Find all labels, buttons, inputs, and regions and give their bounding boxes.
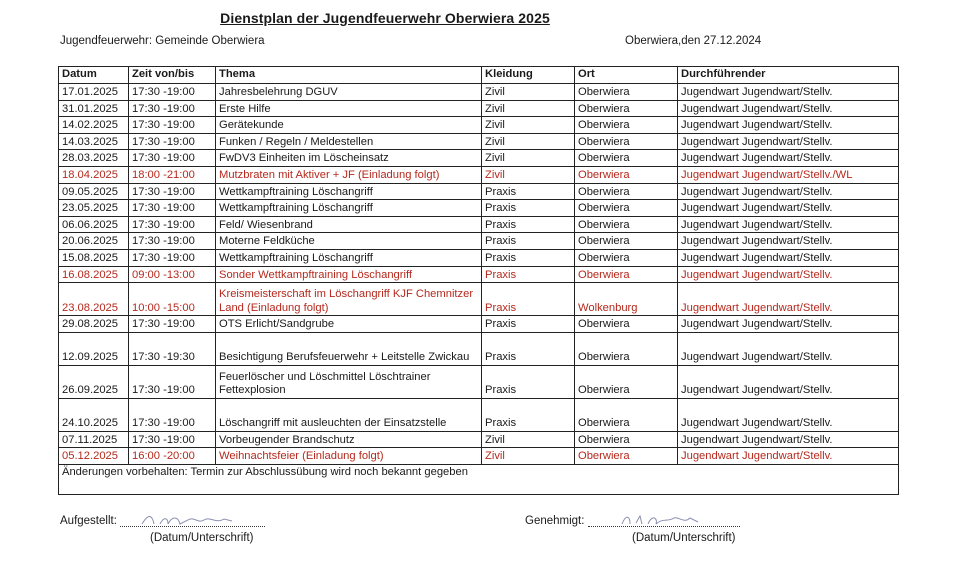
cell-thema: Besichtigung Berufsfeuerwehr + Leitstelle Zwickau bbox=[216, 332, 482, 365]
table-row bbox=[59, 84, 899, 101]
cell-kleidung: Praxis bbox=[482, 266, 575, 283]
cell-ort: Oberwiera bbox=[575, 266, 678, 283]
cell-kleidung: Zivil bbox=[482, 448, 575, 465]
cell-durchfuehrender: Jugendwart Jugendwart/Stellv. bbox=[678, 431, 899, 448]
cell-kleidung: Zivil bbox=[482, 117, 575, 134]
cell-datum: 31.01.2025 bbox=[59, 100, 129, 117]
cell-thema: Jahresbelehrung DGUV bbox=[216, 84, 482, 101]
cell-durchfuehrender: Jugendwart Jugendwart/Stellv. bbox=[678, 84, 899, 101]
cell-durchfuehrender: Jugendwart Jugendwart/Stellv. bbox=[678, 133, 899, 150]
table-row-highlighted bbox=[59, 166, 899, 183]
cell-zeit: 16:00 -20:00 bbox=[129, 448, 216, 465]
cell-kleidung: Praxis bbox=[482, 316, 575, 333]
cell-thema-line-1: Kreismeisterschaft im Löschangriff KJF Chemnitzer bbox=[219, 288, 474, 301]
cell-thema: Wettkampftraining Löschangriff bbox=[216, 249, 482, 266]
cell-kleidung: Praxis bbox=[482, 233, 575, 250]
cell-datum: 23.05.2025 bbox=[59, 200, 129, 217]
cell-zeit: 17:30 -19:00 bbox=[129, 398, 216, 431]
cell-ort: Oberwiera bbox=[575, 216, 678, 233]
cell-zeit: 17:30 -19:00 bbox=[129, 216, 216, 233]
cell-thema: OTS Erlicht/Sandgrube bbox=[216, 316, 482, 333]
cell-kleidung: Praxis bbox=[482, 398, 575, 431]
table-row bbox=[59, 249, 899, 266]
cell-datum: 05.12.2025 bbox=[59, 448, 129, 465]
cell-datum: 18.04.2025 bbox=[59, 166, 129, 183]
cell-ort: Oberwiera bbox=[575, 233, 678, 250]
cell-zeit: 17:30 -19:00 bbox=[129, 84, 216, 101]
table-row-highlighted bbox=[59, 283, 899, 316]
cell-durchfuehrender: Jugendwart Jugendwart/Stellv. bbox=[678, 200, 899, 217]
signature-right-scribble-icon bbox=[618, 512, 718, 528]
cell-datum: 06.06.2025 bbox=[59, 216, 129, 233]
cell-thema: Wettkampftraining Löschangriff bbox=[216, 183, 482, 200]
footer-note: Änderungen vorbehalten: Termin zur Abschlussübung wird noch bekannt gegeben bbox=[59, 464, 899, 494]
table-row-highlighted bbox=[59, 266, 899, 283]
cell-kleidung: Praxis bbox=[482, 249, 575, 266]
table-header-row bbox=[59, 67, 899, 84]
signature-left-scribble-icon bbox=[138, 512, 238, 528]
cell-ort: Wolkenburg bbox=[575, 283, 678, 316]
signature-right-line bbox=[588, 514, 740, 527]
header-ort: Ort bbox=[575, 67, 678, 84]
signature-left-caption: (Datum/Unterschrift) bbox=[150, 532, 254, 544]
cell-datum: 09.05.2025 bbox=[59, 183, 129, 200]
cell-thema: Gerätekunde bbox=[216, 117, 482, 134]
cell-thema: Erste Hilfe bbox=[216, 100, 482, 117]
cell-thema: Moterne Feldküche bbox=[216, 233, 482, 250]
cell-ort: Oberwiera bbox=[575, 100, 678, 117]
place-date: Oberwiera,den 27.12.2024 bbox=[625, 35, 762, 47]
cell-durchfuehrender: Jugendwart Jugendwart/Stellv. bbox=[678, 100, 899, 117]
cell-kleidung: Praxis bbox=[482, 332, 575, 365]
cell-thema: Funken / Regeln / Meldestellen bbox=[216, 133, 482, 150]
cell-ort: Oberwiera bbox=[575, 332, 678, 365]
signature-left bbox=[60, 514, 265, 527]
table-row bbox=[59, 216, 899, 233]
cell-ort: Oberwiera bbox=[575, 316, 678, 333]
cell-kleidung: Zivil bbox=[482, 431, 575, 448]
cell-thema: Mutzbraten mit Aktiver + JF (Einladung folgt) bbox=[216, 166, 482, 183]
document-title: Dienstplan der Jugendfeuerwehr Oberwiera 2025 bbox=[220, 10, 550, 26]
cell-thema bbox=[216, 283, 482, 316]
cell-zeit: 17:30 -19:00 bbox=[129, 200, 216, 217]
cell-datum: 14.02.2025 bbox=[59, 117, 129, 134]
cell-durchfuehrender: Jugendwart Jugendwart/Stellv. bbox=[678, 332, 899, 365]
header-datum: Datum bbox=[59, 67, 129, 84]
cell-zeit: 18:00 -21:00 bbox=[129, 166, 216, 183]
table-row bbox=[59, 398, 899, 431]
cell-ort: Oberwiera bbox=[575, 365, 678, 398]
table-row bbox=[59, 100, 899, 117]
cell-ort: Oberwiera bbox=[575, 398, 678, 431]
cell-datum: 12.09.2025 bbox=[59, 332, 129, 365]
cell-thema-line-1: Feuerlöscher und Löschmittel Löschtrainer bbox=[219, 370, 431, 383]
cell-zeit: 17:30 -19:00 bbox=[129, 133, 216, 150]
cell-thema-line-2: Fettexplosion bbox=[219, 384, 286, 397]
cell-kleidung: Praxis bbox=[482, 183, 575, 200]
cell-durchfuehrender: Jugendwart Jugendwart/Stellv. bbox=[678, 266, 899, 283]
cell-durchfuehrender: Jugendwart Jugendwart/Stellv. bbox=[678, 365, 899, 398]
cell-ort: Oberwiera bbox=[575, 249, 678, 266]
table-row bbox=[59, 133, 899, 150]
cell-thema: Feld/ Wiesenbrand bbox=[216, 216, 482, 233]
cell-kleidung: Zivil bbox=[482, 100, 575, 117]
cell-datum: 24.10.2025 bbox=[59, 398, 129, 431]
cell-zeit: 09:00 -13:00 bbox=[129, 266, 216, 283]
cell-thema: Sonder Wettkampftraining Löschangriff bbox=[216, 266, 482, 283]
cell-zeit: 17:30 -19:30 bbox=[129, 332, 216, 365]
signature-right-label: Genehmigt: bbox=[525, 515, 585, 527]
table-row bbox=[59, 233, 899, 250]
cell-datum: 20.06.2025 bbox=[59, 233, 129, 250]
cell-kleidung: Zivil bbox=[482, 133, 575, 150]
cell-zeit: 17:30 -19:00 bbox=[129, 316, 216, 333]
cell-thema: Weihnachtsfeier (Einladung folgt) bbox=[216, 448, 482, 465]
organization-label: Jugendfeuerwehr: Gemeinde Oberwiera bbox=[60, 35, 265, 47]
cell-datum: 14.03.2025 bbox=[59, 133, 129, 150]
cell-kleidung: Praxis bbox=[482, 216, 575, 233]
cell-zeit: 17:30 -19:00 bbox=[129, 100, 216, 117]
schedule-table bbox=[58, 66, 899, 495]
cell-datum: 28.03.2025 bbox=[59, 150, 129, 167]
table-row bbox=[59, 316, 899, 333]
cell-ort: Oberwiera bbox=[575, 84, 678, 101]
table-row bbox=[59, 431, 899, 448]
table-row bbox=[59, 332, 899, 365]
cell-thema: Vorbeugender Brandschutz bbox=[216, 431, 482, 448]
cell-zeit: 10:00 -15:00 bbox=[129, 283, 216, 316]
cell-durchfuehrender: Jugendwart Jugendwart/Stellv. bbox=[678, 316, 899, 333]
cell-thema: Löschangriff mit ausleuchten der Einsatzstelle bbox=[216, 398, 482, 431]
cell-zeit: 17:30 -19:00 bbox=[129, 249, 216, 266]
table-row bbox=[59, 183, 899, 200]
cell-datum: 17.01.2025 bbox=[59, 84, 129, 101]
cell-ort: Oberwiera bbox=[575, 166, 678, 183]
cell-durchfuehrender: Jugendwart Jugendwart/Stellv. bbox=[678, 233, 899, 250]
signature-left-label: Aufgestellt: bbox=[60, 515, 117, 527]
header-zeit: Zeit von/bis bbox=[129, 67, 216, 84]
cell-kleidung: Zivil bbox=[482, 84, 575, 101]
cell-datum: 26.09.2025 bbox=[59, 365, 129, 398]
cell-thema: Wettkampftraining Löschangriff bbox=[216, 200, 482, 217]
cell-kleidung: Praxis bbox=[482, 283, 575, 316]
table-row bbox=[59, 200, 899, 217]
cell-zeit: 17:30 -19:00 bbox=[129, 150, 216, 167]
cell-kleidung: Praxis bbox=[482, 365, 575, 398]
cell-ort: Oberwiera bbox=[575, 431, 678, 448]
cell-durchfuehrender: Jugendwart Jugendwart/Stellv. bbox=[678, 249, 899, 266]
cell-ort: Oberwiera bbox=[575, 117, 678, 134]
cell-kleidung: Zivil bbox=[482, 150, 575, 167]
signature-left-line bbox=[120, 514, 265, 527]
cell-durchfuehrender: Jugendwart Jugendwart/Stellv. bbox=[678, 150, 899, 167]
cell-kleidung: Praxis bbox=[482, 200, 575, 217]
cell-zeit: 17:30 -19:00 bbox=[129, 365, 216, 398]
table-footer-row bbox=[59, 464, 899, 494]
cell-zeit: 17:30 -19:00 bbox=[129, 183, 216, 200]
cell-zeit: 17:30 -19:00 bbox=[129, 233, 216, 250]
cell-datum: 15.08.2025 bbox=[59, 249, 129, 266]
header-durchfuehrender: Durchführender bbox=[678, 67, 899, 84]
cell-ort: Oberwiera bbox=[575, 183, 678, 200]
table-row bbox=[59, 150, 899, 167]
cell-zeit: 17:30 -19:00 bbox=[129, 117, 216, 134]
header-thema: Thema bbox=[216, 67, 482, 84]
cell-durchfuehrender: Jugendwart Jugendwart/Stellv. bbox=[678, 183, 899, 200]
cell-datum: 23.08.2025 bbox=[59, 283, 129, 316]
cell-thema-line-2: Land (Einladung folgt) bbox=[219, 301, 329, 314]
cell-durchfuehrender: Jugendwart Jugendwart/Stellv./WL bbox=[678, 166, 899, 183]
cell-durchfuehrender: Jugendwart Jugendwart/Stellv. bbox=[678, 448, 899, 465]
cell-datum: 16.08.2025 bbox=[59, 266, 129, 283]
table-row bbox=[59, 365, 899, 398]
cell-durchfuehrender: Jugendwart Jugendwart/Stellv. bbox=[678, 398, 899, 431]
signature-right-caption: (Datum/Unterschrift) bbox=[632, 532, 736, 544]
cell-datum: 07.11.2025 bbox=[59, 431, 129, 448]
table-row-highlighted bbox=[59, 448, 899, 465]
cell-ort: Oberwiera bbox=[575, 200, 678, 217]
cell-datum: 29.08.2025 bbox=[59, 316, 129, 333]
cell-durchfuehrender: Jugendwart Jugendwart/Stellv. bbox=[678, 117, 899, 134]
cell-ort: Oberwiera bbox=[575, 448, 678, 465]
cell-durchfuehrender: Jugendwart Jugendwart/Stellv. bbox=[678, 216, 899, 233]
cell-ort: Oberwiera bbox=[575, 150, 678, 167]
cell-thema bbox=[216, 365, 482, 398]
header-kleidung: Kleidung bbox=[482, 67, 575, 84]
cell-ort: Oberwiera bbox=[575, 133, 678, 150]
table-row bbox=[59, 117, 899, 134]
cell-durchfuehrender: Jugendwart Jugendwart/Stellv. bbox=[678, 283, 899, 316]
cell-kleidung: Zivil bbox=[482, 166, 575, 183]
cell-zeit: 17:30 -19:00 bbox=[129, 431, 216, 448]
cell-thema: FwDV3 Einheiten im Löscheinsatz bbox=[216, 150, 482, 167]
signature-right bbox=[525, 514, 740, 527]
